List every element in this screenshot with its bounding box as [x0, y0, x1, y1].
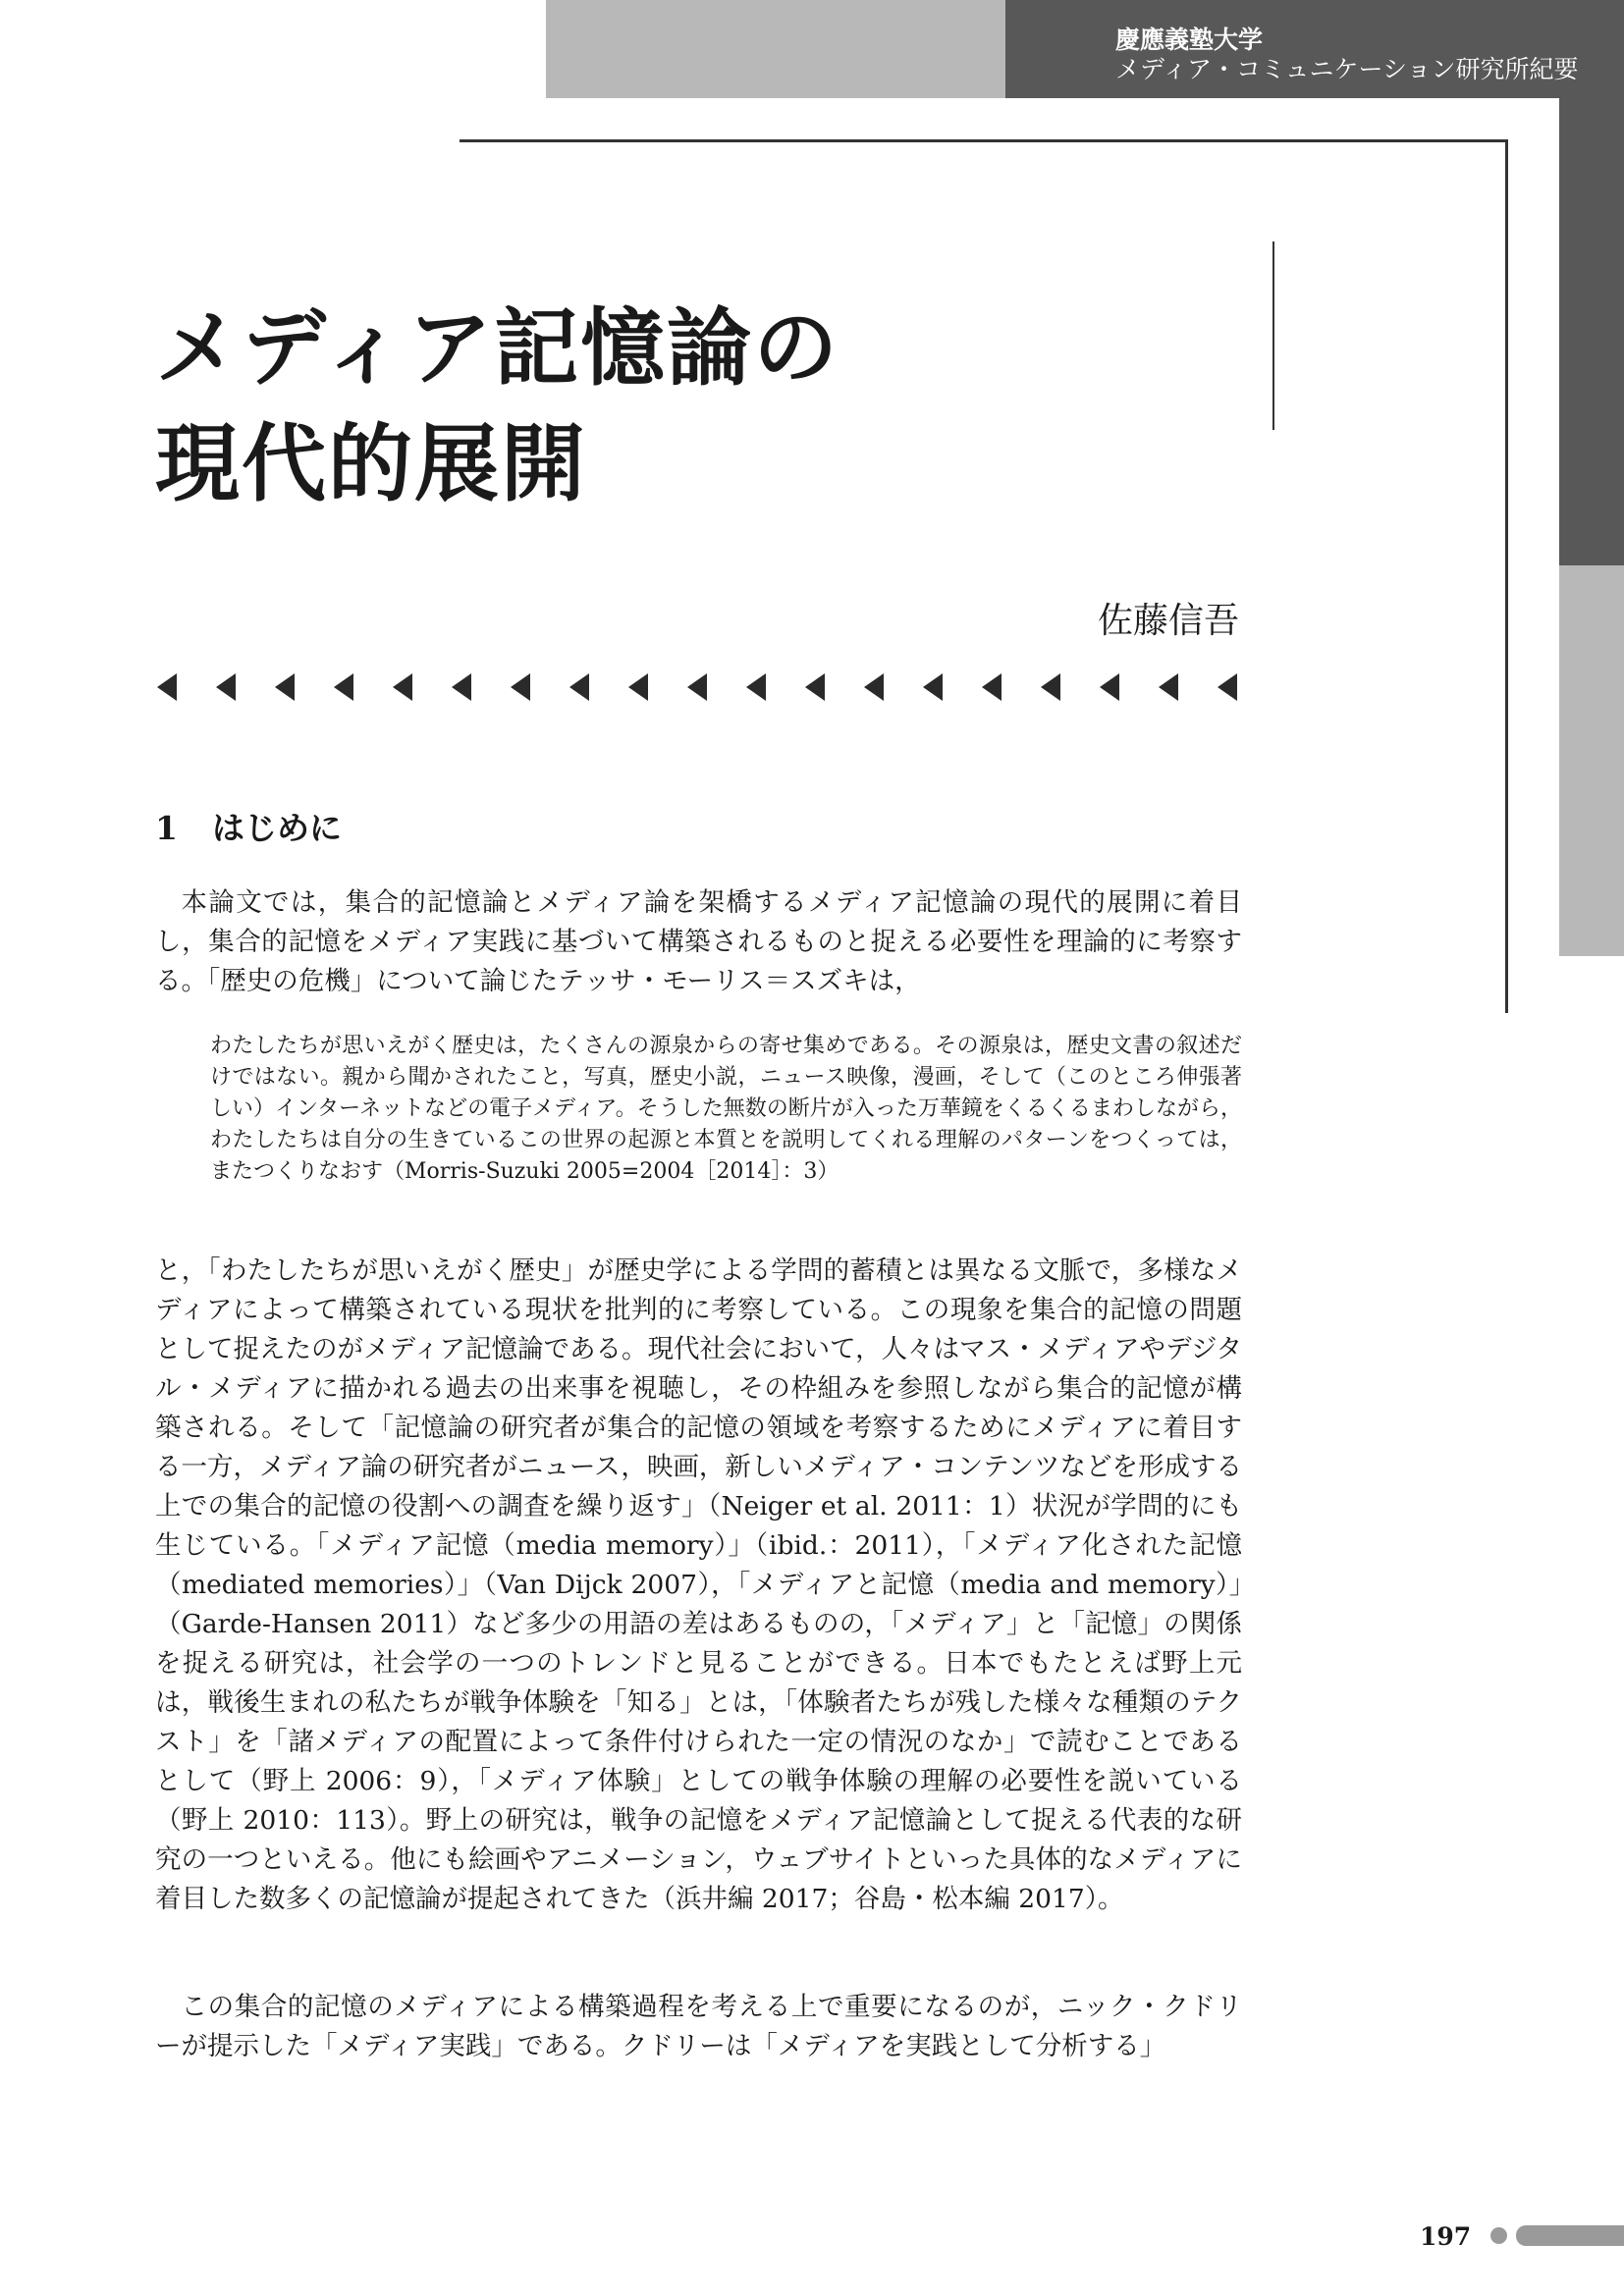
- title-vertical-rule: [1272, 241, 1274, 430]
- title-frame-right-rule: [1505, 139, 1508, 1013]
- left-arrow-icon: [452, 673, 471, 701]
- journal-header: [1115, 26, 1579, 84]
- page-number: 197: [1420, 2222, 1472, 2251]
- page-dot-icon: [1490, 2227, 1507, 2244]
- title-frame-top-rule: [460, 139, 1508, 142]
- left-arrow-icon: [1159, 673, 1178, 701]
- left-arrow-icon: [1041, 673, 1060, 701]
- left-arrow-icon: [864, 673, 884, 701]
- paragraph-1: 本論文では，集合的記憶論とメディア論を架橋するメディア記憶論の現代的展開に着目し，集合的記憶をメディア実践に基づいて構築されるものと捉える必要性を理論的に考察する。「歴史の危機」について論じたテッサ・モーリス＝スズキは，: [155, 887, 1242, 996]
- section-heading: [155, 803, 342, 849]
- journal-university: 慶應義塾大学: [1115, 26, 1264, 54]
- side-tab-dark: [1559, 98, 1624, 565]
- journal-name: メディア・コミュニケーション研究所紀要: [1115, 55, 1579, 83]
- header-band-light: [546, 0, 1005, 98]
- left-arrow-icon: [805, 673, 825, 701]
- left-arrow-icon: [923, 673, 943, 701]
- page-bar: [1516, 2225, 1624, 2246]
- article-title-line2: 現代的展開: [155, 414, 587, 513]
- section-title-text: はじめに: [212, 809, 342, 847]
- left-arrow-icon: [216, 673, 236, 701]
- left-arrow-icon: [275, 673, 295, 701]
- left-arrow-icon: [1100, 673, 1119, 701]
- left-arrow-icon: [982, 673, 1001, 701]
- left-arrow-icon: [157, 673, 177, 701]
- left-arrow-icon: [511, 673, 530, 701]
- side-tab-light: [1559, 565, 1624, 956]
- left-arrow-icon: [746, 673, 766, 701]
- paragraph-2: と，「わたしたちが思いえがく歴史」が歴史学による学問的蓄積とは異なる文脈で，多様なメディアによって構築されている現状を批判的に考察している。この現象を集合的記憶の問題として捉えたのがメディア記憶論である。現代社会において，人々はマス・メディアやデジタル・メディアに描かれる過去の出来事を視聴し，その枠組みを参照しながら集合的記憶が構築される。そして「記憶論の研究者が集合的記憶の領域を考察するためにメディアに着目する一方，メディア論の研究者がニュース，映画，新しいメディア・コンテンツなどを形成する上での集合的記憶の役割への調査を繰り返す」（Neiger et al. 2011：1）状況が学問的にも生じている。「メディア記憶（media memory）」（ibid.：2011），「メディア化された記憶（mediated memories）」（Van Dijck 2007），「メディアと記憶（media and memory）」（Garde-Hansen 2011）など多少の用語の差はあるものの，「メディア」と「記憶」の関係を捉える研究は，社会学の一つのトレンドと見ることができる。日本でもたとえば野上元は，戦後生まれの私たちが戦争体験を「知る」とは，「体験者たちが残した様々な種類のテクスト」を「諸メディアの配置によって条件付けられた一定の情況のなか」で読むことであるとして（野上 2006：9），「メディア体験」としての戦争体験の理解の必要性を説いている（野上 2010：113）。野上の研究は，戦争の記憶をメディア記憶論として捉える代表的な研究の一つといえる。他にも絵画やアニメーション，ウェブサイトといった具体的なメディアに着目した数多くの記憶論が提起されてきた（浜井編 2017；谷島・松本編 2017）。: [155, 1255, 1242, 1914]
- section-number: 1: [155, 809, 178, 847]
- arrow-divider: [157, 673, 1237, 707]
- author-name: 佐藤信吾: [1097, 601, 1239, 641]
- left-arrow-icon: [687, 673, 707, 701]
- left-arrow-icon: [393, 673, 412, 701]
- left-arrow-icon: [628, 673, 648, 701]
- left-arrow-icon: [1218, 673, 1237, 701]
- left-arrow-icon: [334, 673, 353, 701]
- article-title: [155, 291, 839, 522]
- block-quote: わたしたちが思いえがく歴史は，たくさんの源泉からの寄せ集めである。その源泉は，歴史文書の叙述だけではない。親から聞かされたこと，写真，歴史小説，ニュース映像，漫画，そして（このところ伸張著しい）インターネットなどの電子メディア。そうした無数の断片が入った万華鏡をくるくるまわしながら，わたしたちは自分の生きているこの世界の起源と本質とを説明してくれる理解のパターンをつくっては，またつくりなおす（Morris-Suzuki 2005=2004［2014］：3）: [210, 1034, 1242, 1184]
- paragraph-3: この集合的記憶のメディアによる構築過程を考える上で重要になるのが，ニック・クドリーが提示した「メディア実践」である。クドリーは「メディアを実践として分析する」: [155, 1992, 1242, 2061]
- left-arrow-icon: [569, 673, 589, 701]
- article-title-line1: メディア記憶論の: [155, 298, 840, 398]
